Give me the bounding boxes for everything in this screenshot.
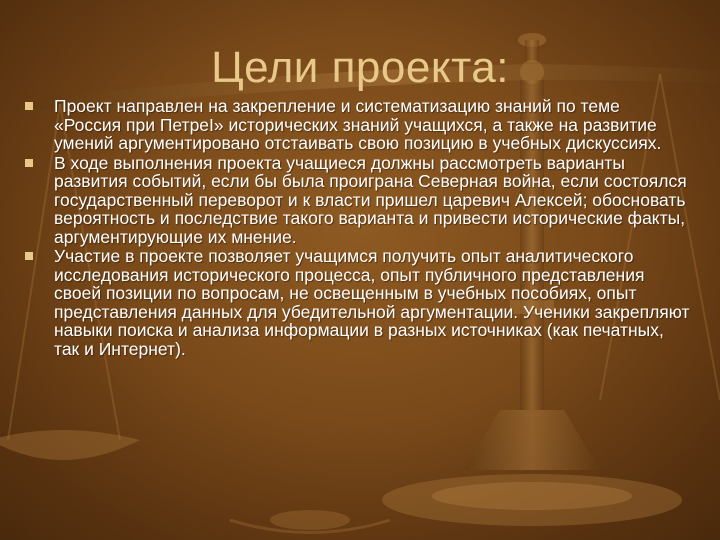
- bullet-item-2: [20, 154, 690, 247]
- bullet-text-2: В ходе выполнения проекта учащиеся должны рассмотреть варианты развития событий, если бы была проиграна Северная война, если состоялся государственный переворот и к власти пришел царевич Алексей; обосновать вероятность и последствие такого варианта и привести исторические факты, аргументирующие их мнение.: [54, 152, 687, 247]
- bullet-item-1: [20, 97, 690, 153]
- bullet-item-3: [20, 247, 690, 358]
- bullet-text-3: Участие в проекте позволяет учащимся получить опыт аналитического исследования исторического процесса, опыт публичного представления своей позиции по вопросам, не освещенным в учебных пособиях, опыт представления данных для убедительной аргументации. Ученики закрепляют навыки поиска и анализа информации в разных источниках (как печатных, так и Интернет).: [54, 246, 690, 359]
- square-bullet-icon: [25, 252, 33, 260]
- square-bullet-icon: [25, 159, 33, 167]
- bullet-list: [20, 97, 690, 359]
- slide-title: Цели проекта:: [211, 43, 509, 92]
- square-bullet-icon: [25, 102, 33, 110]
- bullet-text-1: Проект направлен на закрепление и систематизацию знаний по теме «Россия при ПетреI» исторических знаний учащихся, а также на развитие умений аргументировано отстаивать свою позицию в учебных дискуссиях.: [54, 96, 662, 153]
